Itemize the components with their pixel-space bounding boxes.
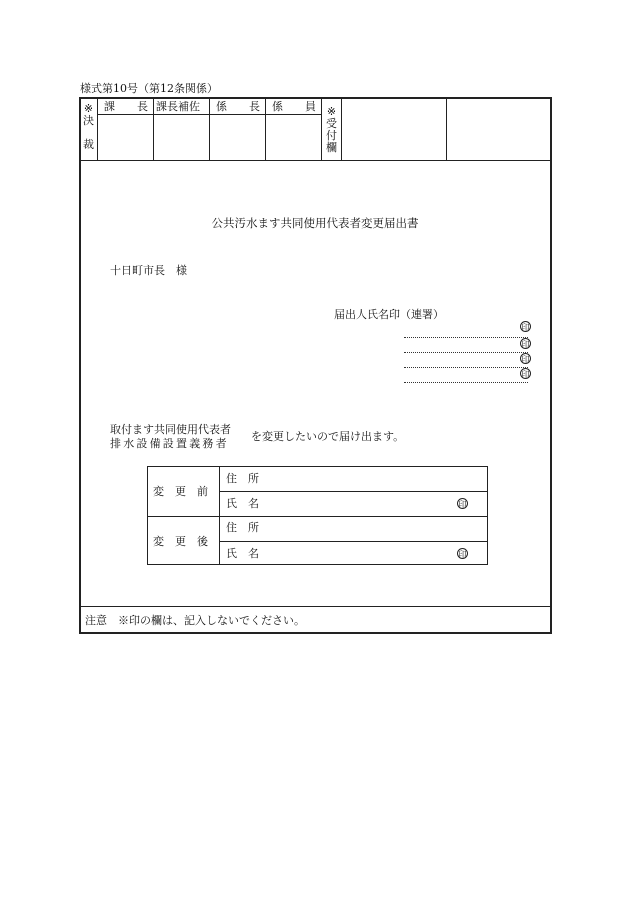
applicant-line-2[interactable] (404, 352, 528, 353)
applicant-line-3[interactable] (404, 367, 528, 368)
uketsuke-char: 受 (326, 117, 337, 130)
uketsuke-label (322, 106, 341, 154)
uketsuke-box-2[interactable] (447, 99, 551, 160)
kessai-char: ※ (83, 102, 94, 115)
statement-line-2: 排水設備設置義務者 (110, 437, 229, 450)
divider (147, 516, 488, 517)
divider (219, 541, 488, 542)
divider (219, 491, 488, 492)
header-kacho: 課 長 (104, 100, 148, 113)
kacho-stamp-box[interactable] (98, 115, 153, 160)
approval-row-bottom-line (79, 160, 552, 161)
seal-mark: 印 (458, 550, 467, 559)
before-name-label: 氏 名 (226, 497, 259, 510)
header-kakaricho: 係 長 (216, 100, 260, 113)
seal-mark: 印 (458, 500, 467, 509)
seal-mark: 印 (521, 323, 530, 332)
before-address-label: 住 所 (226, 472, 259, 485)
after-address-label: 住 所 (226, 521, 259, 534)
uketsuke-box-1[interactable] (342, 99, 446, 160)
after-name-field[interactable] (268, 543, 448, 565)
statement-suffix: を変更したいので届け出ます。 (251, 430, 405, 443)
uketsuke-char: 付 (326, 129, 337, 142)
after-address-field[interactable] (268, 518, 486, 540)
addressee: 十日町市長 様 (110, 264, 187, 277)
seal-mark: 印 (521, 370, 530, 379)
seal-mark: 印 (521, 355, 530, 364)
kakariin-stamp-box[interactable] (266, 115, 321, 160)
seal-mark: 印 (521, 340, 530, 349)
kessai-char: 裁 (83, 138, 94, 151)
uketsuke-char: ※ (326, 105, 337, 118)
kessai-char: 決 (83, 114, 94, 127)
applicant-label: 届出人氏名印（連署） (334, 308, 444, 321)
note-divider (79, 606, 552, 607)
applicant-line-1[interactable] (404, 337, 528, 338)
before-label: 変 更 前 (153, 485, 208, 498)
before-address-field[interactable] (268, 468, 486, 490)
before-name-field[interactable] (268, 493, 448, 515)
after-name-label: 氏 名 (226, 547, 259, 560)
header-kakariin: 係 員 (272, 100, 316, 113)
note-text: 注意 ※印の欄は、記入しないでください。 (85, 614, 305, 627)
kakaricho-stamp-box[interactable] (210, 115, 265, 160)
form-number: 様式第10号（第12条関係） (80, 82, 218, 95)
kacho-hosa-stamp-box[interactable] (154, 115, 209, 160)
statement-line-1: 取付ます共同使用代表者 (110, 423, 231, 436)
uketsuke-char: 欄 (326, 141, 337, 154)
header-kacho-hosa: 課長補佐 (156, 100, 200, 113)
kessai-label (80, 103, 97, 151)
applicant-line-4[interactable] (404, 382, 528, 383)
after-label: 変 更 後 (153, 535, 208, 548)
document-title: 公共汚水ます共同使用代表者変更届出書 (211, 216, 419, 230)
